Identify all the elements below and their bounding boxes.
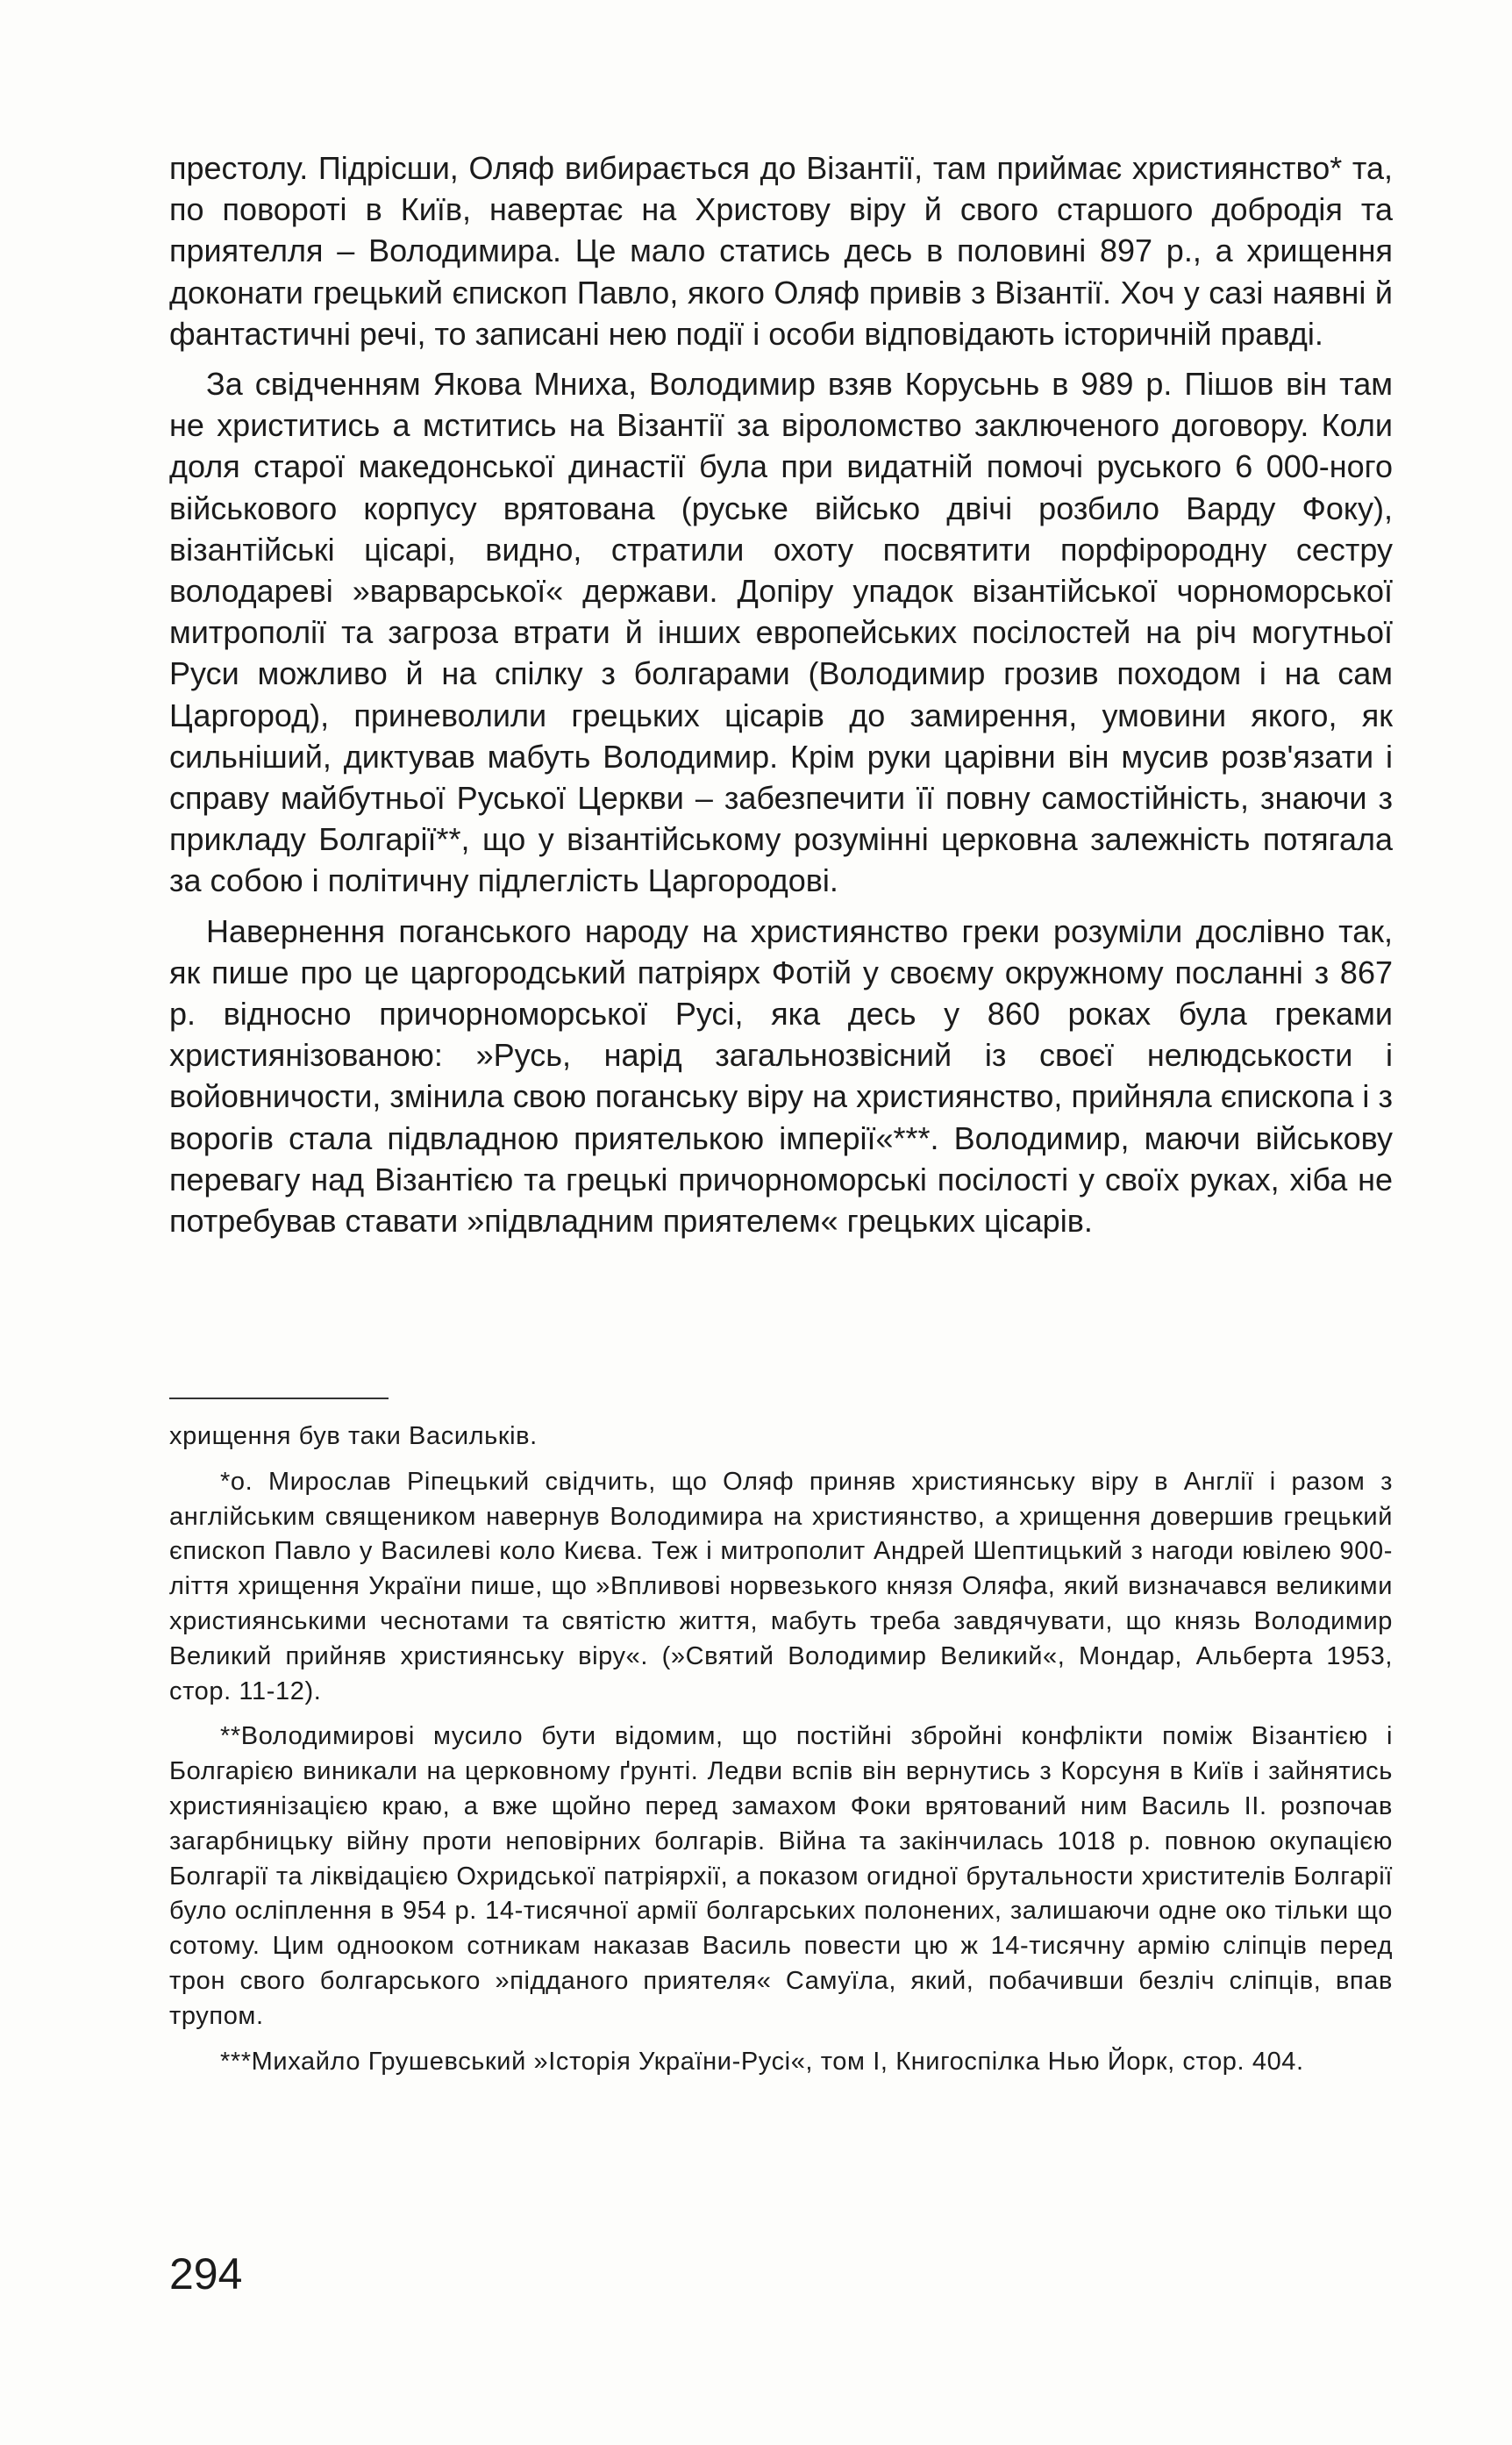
page-number: 294 [169,2249,243,2298]
footnote-2: **Володимирові мусило бути відомим, що постійні збройні конфлікти поміж Візантією і Болгарією виникали на церковному ґрунті. Ледви вспів він вернутись з Корсуня в Київ і зайнятись християнізацією краю, а вже щойно перед замахом Фоки врятований ним Василь ІІ. розпочав загарбницьку війну проти неповірних болгарів. Війна та закінчилась 1018 р. повною окупацією Болгарії та ліквідацією Охридської патріярхії, а показом огидної брутальности христителів Болгарії було осліплення в 954 р. 14-тисячної армії болгарських полонених, залишаючи одне око тільки що сотому. Цим одноокoм сотникам наказав Василь повести цю ж 14-тисячну армію сліпців перед трон свого болгарського »підданого приятеля« Самуїла, який, побачивши безліч сліпців, впав трупом. [169,1722,1393,2030]
main-text [169,147,1393,1250]
footnote-divider [169,1398,389,1399]
footnote-1: *о. Мирослав Ріпецький свідчить, що Оляф приняв християнську віру в Англії і разом з англійським священиком навернув Володимира на християнство, а хрищення довершив грецький єпископ Павло у Василеві коло Києва. Теж і митрополит Андрей Шептицький з нагоди ювілею 900-ліття хрищення України пише, що »Впливові норвезького князя Оляфа, який визначався великими християнськими чеснотами та святістю життя, мабуть треба завдячувати, що князь Володимир Великий прийняв християнську віру«. (»Святий Володимир Великий«, Мондар, Альберта 1953, стор. 11-12). [169,1467,1393,1705]
paragraph-3: Навернення поганського народу на християнство греки розуміли дослівно так, як пише про це царгородський патріярх Фотій у своєму окружному посланні з 867 р. відносно причорноморської Русі, яка десь у 860 роках була греками християнізованою: »Русь, нарід загальнозвісний із своєї нелюдськости і войовничости, змінила свою поганську віру на християнство, прийняла єпископа і з ворогів стала підвладною приятелькою імперії«***. Володимир, маючи військову перевагу над Візантією та грецькі причорноморські посілості у своїх руках, хіба не потребував ставати »підвладним приятелем« грецьких цісарів. [169,912,1393,1240]
paragraph-2: За свідченням Якова Мниха, Володимир взяв Корусьнь в 989 р. Пішов він там не христитись а мститись на Візантії за віроломство заключеного договору. Коли доля старої македонської династії була при видатній помочі руського 6 000-ного військового корпусу врятована (руське військо двічі розбило Варду Фоку), візантійські цісарі, видно, стратили охоту посвятити порфірородну сестру володареві »варварської« держави. Допіру упадок візантійської чорноморської митрополії та загроза втрати й інших европейських посілостей на річ могутньої Руси можливо й на спілку з болгарами (Володимир грозив походом і на сам Царгород), приневолили грецьких цісарів до замирення, умовини якого, як сильніший, диктував мабуть Володимир. Крім руки царівни він мусив розв'язати і справу майбутньої Руської Церкви – забезпечити її повну самостійність, знаючи з прикладу Болгарії**, що у візантійському розумінні церковна залежність потягала за собою і політичну підлеглість Царгородові. [169,366,1393,899]
paragraph-1: престолу. Підрісши, Оляф вибирається до Візантії, там приймає християнство* та, по повороті в Київ, навертає на Христову віру й свого старшого добродія та приятелля – Володимира. Це мало статись десь в половині 897 р., а хрищення доконати грецький єпископ Павло, якого Оляф привів з Візантії. Хоч у сазі наявні й фантастичні речі, то записані нею події і особи відповідають історичній правді. [169,150,1393,352]
footnote-continuation: хрищення був таки Васильків. [169,1422,538,1450]
footnote-3: ***Михайло Грушевський »Історія України-Русі«, том І, Книгоспілка Нью Йорк, стор. 404. [220,2047,1304,2076]
footnotes [169,1419,1393,2090]
